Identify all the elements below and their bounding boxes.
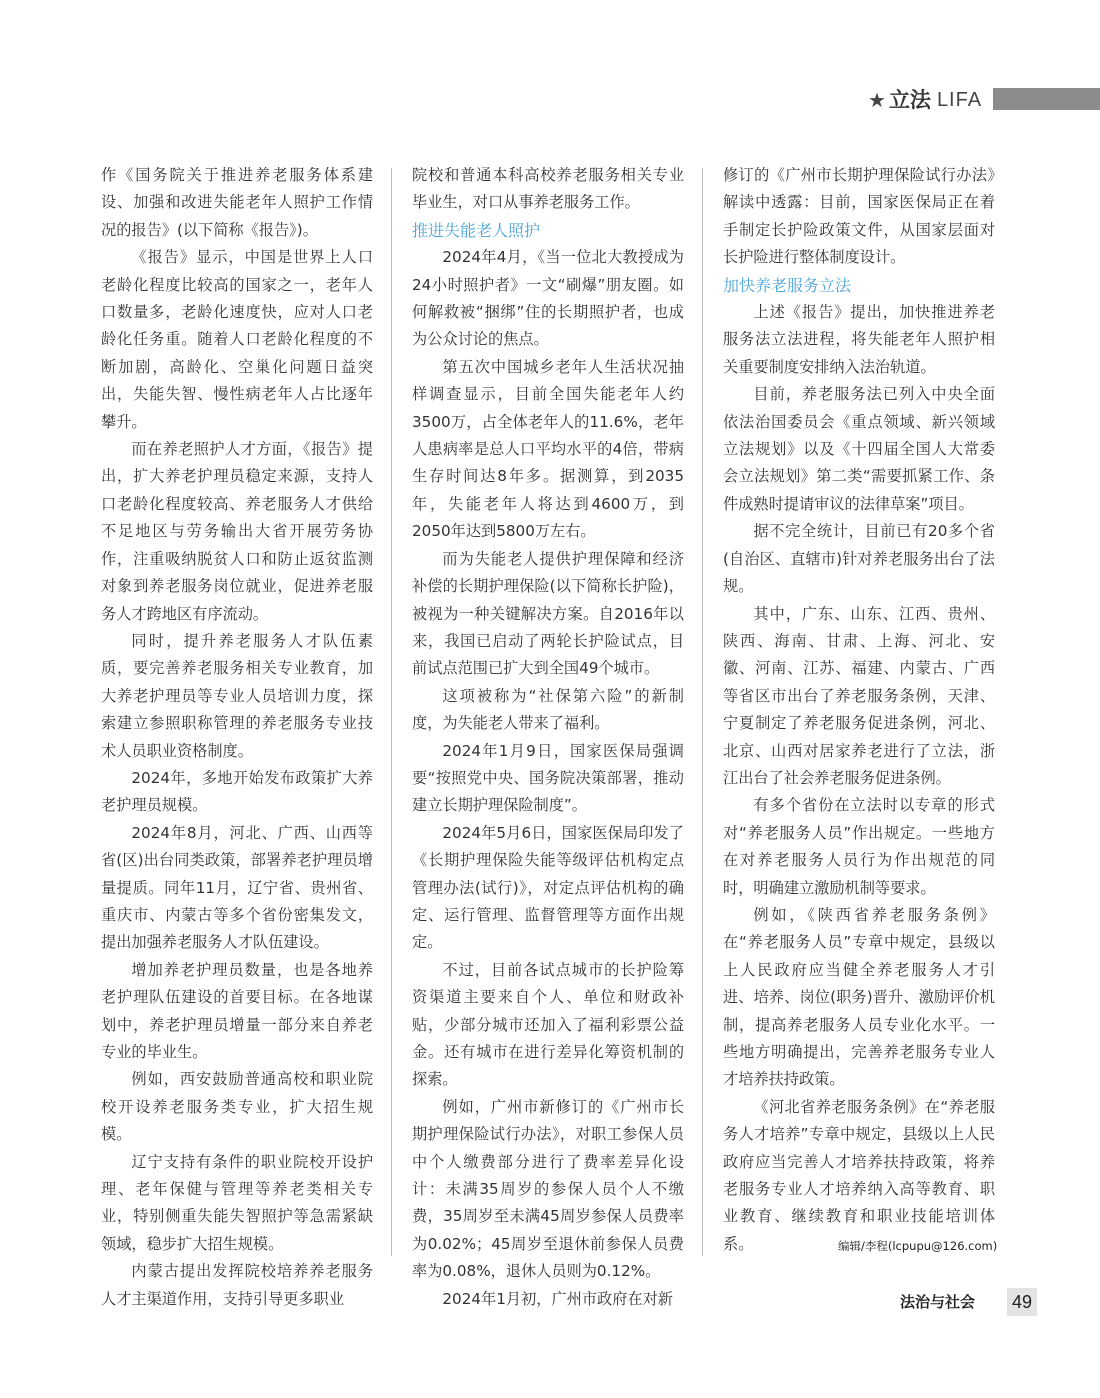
paragraph: 目前，养老服务法已列入中央全面依法治国委员会《重点领域、新兴领域立法规划》以及《十四届全国人大常委会立法规划》第二类“需要抓紧工作、条件成熟时提请审议的法律草案”项目。 [723, 385, 995, 513]
section-header [868, 86, 982, 114]
section-title-cn: 立法 [888, 88, 931, 112]
page-number: 49 [1007, 1288, 1037, 1316]
paragraph: 第五次中国城乡老年人生活状况抽样调查显示，目前全国失能老年人约3500万，占全体老年人的11.6%，老年人患病率是总人口平均水平的4倍，带病生存时间达8年多。据测算，到2035年，失能老年人将达到4600万，到2050年达到5800万左右。 [412, 357, 684, 541]
paragraph: 这项被称为“社保第六险”的新制度，为失能老人带来了福利。 [412, 686, 684, 733]
paragraph: 2024年4月，《当一位北大教授成为24小时照护者》一文“刷爆”朋友圈。如何解救被“捆绑”住的长期照护者，也成为公众讨论的焦点。 [412, 248, 684, 349]
column-3 [723, 162, 998, 1258]
header-bar [993, 88, 1100, 110]
paragraph: 修订的《广州市长期护理保险试行办法》解读中透露：目前，国家医保局正在着手制定长护险政策文件，从国家层面对长护险进行整体制度设计。 [723, 166, 995, 267]
magazine-name: 法治与社会 [900, 1293, 976, 1311]
paragraph: 而在养老照护人才方面，《报告》提出，扩大养老护理员稳定来源，支持人口老龄化程度较高、养老服务人才供给不足地区与劳务输出大省开展劳务协作，注重吸纳脱贫人口和防止返贫监测对象到养老服务岗位就业，促进养老服务人才跨地区有序流动。 [101, 440, 373, 623]
paragraph: 2024年1月初，广州市政府在对新 [442, 1289, 673, 1308]
paragraph: 2024年8月，河北、广西、山西等省(区)出台同类政策，部署养老护理员增量提质。同年11月，辽宁省、贵州省、重庆市、内蒙古等多个省份密集发文，提出加强养老服务人才队伍建设。 [101, 823, 373, 952]
paragraph: 其中，广东、山东、江西、贵州、陕西、海南、甘肃、上海、河北、安徽、河南、江苏、福建、内蒙古、广西等省区市出台了养老服务条例，天津、宁夏制定了养老服务促进条例，河北、北京、山西对居家养老进行了立法，浙江出台了社会养老服务促进条例。 [723, 604, 995, 787]
paragraph: 院校和普通本科高校养老服务相关专业毕业生，对口从事养老服务工作。 [412, 166, 684, 212]
paragraph: 有多个省份在立法时以专章的形式对“养老服务人员”作出规定。一些地方在对养老服务人员行为作出规范的同时，明确建立激励机制等要求。 [723, 796, 995, 897]
column-1 [101, 162, 373, 1313]
paragraph: 不过，目前各试点城市的长护险筹资渠道主要来自个人、单位和财政补贴，少部分城市还加入了福利彩票公益金。还有城市在进行差异化筹资机制的探索。 [412, 960, 684, 1089]
paragraph: 例如，《陕西省养老服务条例》在“养老服务人员”专章中规定，县级以上人民政府应当健全养老服务人才引进、培养、岗位(职务)晋升、激励评价机制，提高养老服务人员专业化水平。一些地方明确提出，完善养老服务专业人才培养扶持政策。 [723, 905, 995, 1089]
paragraph: 例如，西安鼓励普通高校和职业院校开设养老服务类专业，扩大招生规模。 [101, 1070, 373, 1144]
column-divider [702, 168, 703, 1256]
paragraph: 2024年5月6日，国家医保局印发了《长期护理保险失能等级评估机构定点管理办法(试行)》，对定点评估机构的确定、运行管理、监督管理等方面作出规定。 [412, 823, 684, 952]
paragraph: 辽宁支持有条件的职业院校开设护理、老年保健与管理等养老类相关专业，特别侧重失能失智照护等急需紧缺领域，稳步扩大招生规模。 [101, 1152, 373, 1253]
paragraph: 《河北省养老服务条例》在“养老服务人才培养”专章中规定，县级以上人民政府应当完善人才培养扶持政策，将养老服务专业人才培养纳入高等教育、职业教育、继续教育和职业技能培训体系。 [723, 1097, 995, 1253]
paragraph: 2024年1月9日，国家医保局强调要“按照党中央、国务院决策部署，推动建立长期护理保险制度”。 [412, 741, 684, 815]
paragraph: 内蒙古提出发挥院校培养养老服务人才主渠道作用，支持引导更多职业 [101, 1262, 373, 1308]
paragraph: 据不完全统计，目前已有20多个省(自治区、直辖市)针对养老服务出台了法规。 [723, 522, 995, 596]
paragraph: 《报告》显示，中国是世界上人口老龄化程度比较高的国家之一，老年人口数量多，老龄化速度快，应对人口老龄化任务重。随着人口老龄化程度的不断加剧，高龄化、空巢化问题日益突出，失能失智、慢性病老年人占比逐年攀升。 [101, 248, 373, 431]
subheading: 推进失能老人照护 [412, 220, 541, 240]
paragraph: 增加养老护理员数量，也是各地养老护理队伍建设的首要目标。在各地谋划中，养老护理员增量一部分来自养老专业的毕业生。 [101, 960, 373, 1061]
paragraph: 上述《报告》提出，加快推进养老服务法立法进程，将失能老年人照护相关重要制度安排纳入法治轨道。 [723, 303, 995, 376]
column-2 [412, 162, 684, 1313]
section-title-en: LIFA [936, 89, 983, 111]
editor-credit: 编辑/李程(lcpupu@126.com) [838, 1239, 998, 1253]
paragraph: 同时，提升养老服务人才队伍素质，要完善养老服务相关专业教育，加大养老护理员等专业人员培训力度，探索建立参照职称管理的养老服务专业技术人员职业资格制度。 [101, 631, 373, 760]
column-divider [391, 168, 392, 1256]
paragraph: 而为失能老人提供护理保障和经济补偿的长期护理保险(以下简称长护险)，被视为一种关键解决方案。自2016年以来，我国已启动了两轮长护险试点，目前试点范围已扩大到全国49个城市。 [412, 549, 684, 678]
star-icon: ★ [868, 88, 886, 112]
subheading: 加快养老服务立法 [723, 275, 852, 295]
paragraph: 2024年，多地开始发布政策扩大养老护理员规模。 [101, 768, 373, 815]
paragraph: 例如，广州市新修订的《广州市长期护理保险试行办法》，对职工参保人员中个人缴费部分进行了费率差异化设计：未满35周岁的参保人员个人不缴费，35周岁至未满45周岁参保人员费率为0.02%；45周岁至退休前参保人员费率为0.08%，退休人员则为0.12%。 [412, 1097, 684, 1281]
paragraph: 作《国务院关于推进养老服务体系建设、加强和改进失能老年人照护工作情况的报告》(以下简称《报告》)。 [101, 166, 373, 239]
